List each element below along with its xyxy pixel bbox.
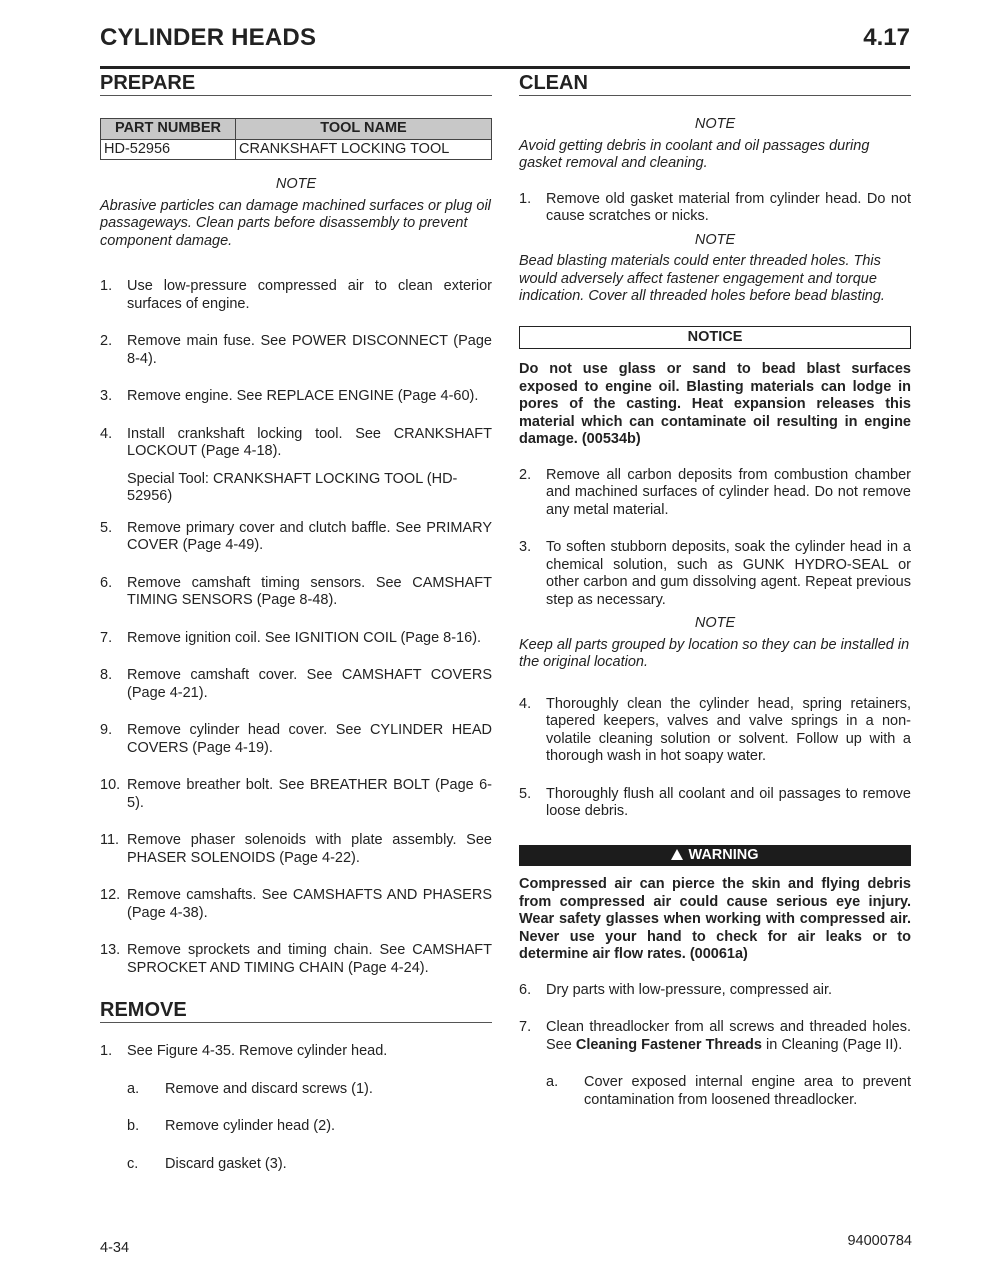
page-title: CYLINDER HEADS [100,24,317,51]
substep-letter: c. [127,1155,139,1172]
step-number: 1. [100,1043,113,1059]
step-number: 1. [100,278,113,294]
list-item [546,1074,911,1109]
step-number: 5. [100,519,113,536]
page-header [100,22,910,69]
step-number: 7. [100,629,113,646]
tool-name-cell: CRANKSHAFT LOCKING TOOL [236,139,492,160]
remove-heading: REMOVE [100,999,492,1023]
list-item [519,1019,911,1054]
step-text: See Figure 4-35. Remove cylinder head. [127,1043,388,1059]
part-number-cell: HD-52956 [101,139,236,160]
warning-text: Compressed air can pierce the skin and flying debris from compressed air could cause serious eye injury. Wear safety glasses when working with compressed air. Never use your hand to check for air leaks or to determine air flow rates. (00061a) [519,876,911,962]
tools-table [100,118,492,160]
list-item [100,520,492,555]
list-item [519,467,911,520]
list-item [519,786,911,821]
step-number: 2. [100,333,113,349]
table-row [101,139,492,160]
step-text: Remove cylinder head cover. See CYLINDER HEAD COVERS (Page 4-19). [127,722,492,756]
list-item [100,426,492,461]
step-number: 6. [519,981,532,998]
step-number: 4. [519,695,532,712]
list-item [127,1156,492,1174]
col-header-tool-name: TOOL NAME [236,119,492,140]
list-item [519,982,911,1000]
list-item [100,278,492,313]
step-text-part: in Cleaning (Page II). [761,1036,903,1053]
warning-triangle-icon [671,849,683,860]
left-column [100,72,492,1193]
page-number: 4-34 [100,1240,130,1256]
step-text: Remove main fuse. See POWER DISCONNECT (Page 8-4). [127,333,492,367]
step-text: Remove old gasket material from cylinder head. Do not cause scratches or nicks. [546,190,911,224]
substep-text: Remove cylinder head (2). [165,1118,336,1134]
document-number: 94000784 [847,1233,912,1249]
clean-heading: CLEAN [519,72,911,96]
step-number: 3. [519,539,532,555]
warning-banner [519,845,911,867]
step-number: 2. [519,466,532,483]
step-number: 5. [519,785,532,802]
step-text: Remove phaser solenoids with plate assembly. See PHASER SOLENOIDS (Page 4-22). [127,832,492,866]
step-number: 8. [100,667,113,683]
list-item [519,539,911,609]
list-item [100,887,492,922]
step-number: 4. [100,425,113,442]
substep-text: Cover exposed internal engine area to prevent contamination from loosened threadlocker. [584,1074,911,1108]
list-item [100,333,492,368]
step-text: Remove all carbon deposits from combustion chamber and machined surfaces of cylinder head. Do not remove any metal material. [546,466,911,518]
list-item [100,722,492,757]
list-item [519,696,911,766]
step-text: Remove breather bolt. See BREATHER BOLT (Page 6-5). [127,777,492,811]
step-text: Thoroughly flush all coolant and oil passages to remove loose debris. [546,785,911,819]
step-text: Install crankshaft locking tool. See CRANKSHAFT LOCKOUT (Page 4-18). [127,425,492,459]
step-text: Use low-pressure compressed air to clean exterior surfaces of engine. [127,278,492,312]
list-item [100,777,492,812]
substep-letter: b. [127,1118,140,1134]
tools-table-header [101,119,492,140]
list-item [100,630,492,648]
step-number: 3. [100,388,113,404]
note-label: NOTE [694,116,736,132]
section-number: 4.17 [863,24,910,51]
step-text-part: Clean threadlocker from all screws and threaded holes. See [546,1019,911,1053]
note-text: Keep all parts grouped by location so they can be installed in the original location. [519,636,910,670]
step-text: To soften stubborn deposits, soak the cylinder head in a chemical solution, such as GUNK HYDRO-SEAL or other carbon and gum dissolving agent. Repeat previous step as necessary. [546,539,911,608]
list-item [100,1043,492,1061]
substep-text: Discard gasket (3). [165,1155,287,1172]
step-number: 9. [100,722,113,738]
cross-reference-link: Cleaning Fastener Threads [575,1036,762,1053]
list-item [100,832,492,867]
step-number: 12. [100,887,121,903]
step-number: 7. [519,1019,532,1035]
substep-letter: a. [546,1074,559,1090]
list-item [100,388,492,406]
list-item [100,667,492,702]
step-text: Remove sprockets and timing chain. See CAMSHAFT SPROCKET AND TIMING CHAIN (Page 4-24). [127,942,492,976]
step-number: 11. [100,832,120,848]
step-text: Thoroughly clean the cylinder head, spring retainers, tapered keepers, valves and valve springs in a non-volatile cleaning solution or solvent. Follow up with a thorough wash in hot soapy water. [546,695,911,764]
note-label: NOTE [694,615,736,631]
step-text: Remove ignition coil. See IGNITION COIL (Page 8-16). [127,629,482,646]
notice-text: Do not use glass or sand to bead blast surfaces exposed to engine oil. Blasting materials can lodge in pores of the casting. Heat expansion releases this material which can contaminate oil resulting in engine damage. (00534b) [519,361,911,447]
list-item [100,575,492,610]
step-text: Remove camshafts. See CAMSHAFTS AND PHASERS (Page 4-38). [127,887,492,921]
step-text [546,1019,911,1054]
step-number: 1. [519,190,532,207]
note-label: NOTE [694,231,736,248]
note-text: Avoid getting debris in coolant and oil passages during gasket removal and cleaning. [519,137,870,171]
prepare-heading: PREPARE [100,72,492,96]
substep-text: Remove and discard screws (1). [165,1080,373,1097]
note-text: Abrasive particles can damage machined surfaces or plug oil passageways. Clean parts before disassembly to prevent component damage. [100,197,491,249]
step-text: Remove camshaft timing sensors. See CAMSHAFT TIMING SENSORS (Page 8-48). [127,574,492,608]
right-column [519,72,911,1129]
warning-label: WARNING [688,846,759,863]
list-item [100,942,492,977]
list-item [127,1118,492,1136]
col-header-part-number: PART NUMBER [101,119,236,140]
step-text: Dry parts with low-pressure, compressed air. [546,981,833,998]
step-text: Remove primary cover and clutch baffle. See PRIMARY COVER (Page 4-49). [127,519,492,553]
note-label: NOTE [275,176,317,192]
substep-letter: a. [127,1080,140,1097]
special-tool-text: Special Tool: CRANKSHAFT LOCKING TOOL (HD-52956) [127,470,458,504]
step-number: 13. [100,942,121,958]
step-text: Remove camshaft cover. See CAMSHAFT COVERS (Page 4-21). [127,667,492,701]
list-item [519,191,911,226]
notice-banner: NOTICE [519,326,911,350]
step-number: 10. [100,777,121,793]
list-item [127,1081,492,1099]
step-text: Remove engine. See REPLACE ENGINE (Page 4-60). [127,388,479,404]
note-text: Bead blasting materials could enter threaded holes. This would adversely affect fastener engagement and torque indication. Cover all threaded holes before bead blasting. [519,253,885,304]
step-number: 6. [100,574,113,591]
